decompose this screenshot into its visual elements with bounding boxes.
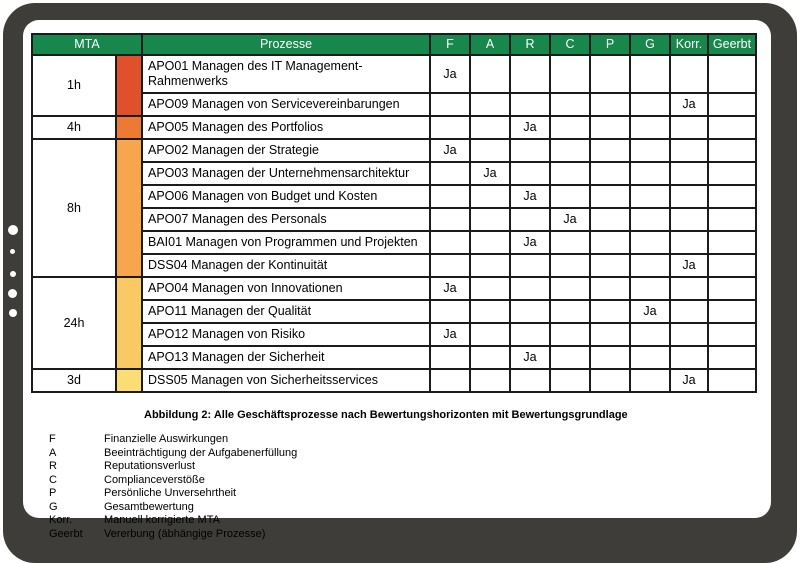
rating-cell-g bbox=[630, 346, 670, 369]
rating-cell-p bbox=[590, 55, 630, 93]
rating-cell-g bbox=[630, 162, 670, 185]
process-name-cell: APO04 Managen von Innovationen bbox=[142, 277, 430, 300]
rating-cell-f bbox=[430, 254, 470, 277]
rating-cell-a bbox=[470, 300, 510, 323]
bezel-dot bbox=[9, 309, 17, 317]
table-row bbox=[32, 116, 756, 139]
rating-cell-geerbt bbox=[708, 254, 756, 277]
process-name-cell: APO05 Managen des Portfolios bbox=[142, 116, 430, 139]
bezel-dot bbox=[8, 289, 17, 298]
rating-cell-f bbox=[430, 162, 470, 185]
rating-cell-p bbox=[590, 323, 630, 346]
legend-item bbox=[49, 460, 771, 474]
mta-label: 1h bbox=[32, 55, 116, 116]
rating-cell-r bbox=[510, 93, 550, 116]
process-name-cell: DSS04 Managen der Kontinuität bbox=[142, 254, 430, 277]
rating-cell-r: Ja bbox=[510, 116, 550, 139]
table-row bbox=[32, 277, 756, 300]
legend-item bbox=[49, 501, 771, 515]
rating-cell-c bbox=[550, 369, 590, 392]
rating-cell-p bbox=[590, 208, 630, 231]
rating-cell-r bbox=[510, 300, 550, 323]
process-name-cell: APO03 Managen der Unternehmensarchitektur bbox=[142, 162, 430, 185]
rating-cell-g bbox=[630, 231, 670, 254]
rating-cell-c bbox=[550, 55, 590, 93]
rating-cell-korr: Ja bbox=[670, 369, 708, 392]
mta-label: 8h bbox=[32, 139, 116, 277]
rating-cell-f bbox=[430, 231, 470, 254]
column-header-prozesse: Prozesse bbox=[142, 34, 430, 55]
rating-cell-a bbox=[470, 346, 510, 369]
rating-cell-g bbox=[630, 139, 670, 162]
table-row bbox=[32, 55, 756, 93]
rating-cell-g bbox=[630, 323, 670, 346]
legend-abbr: A bbox=[49, 446, 57, 459]
legend-label: Vererbung (äbhängige Prozesse) bbox=[104, 527, 266, 540]
rating-cell-geerbt bbox=[708, 185, 756, 208]
rating-cell-f: Ja bbox=[430, 323, 470, 346]
rating-cell-g bbox=[630, 93, 670, 116]
process-name-cell: APO07 Managen des Personals bbox=[142, 208, 430, 231]
column-header-korr: Korr. bbox=[670, 34, 708, 55]
rating-cell-p bbox=[590, 277, 630, 300]
rating-cell-r: Ja bbox=[510, 346, 550, 369]
mta-label: 3d bbox=[32, 369, 116, 392]
process-table-body bbox=[32, 55, 756, 392]
rating-cell-g: Ja bbox=[630, 300, 670, 323]
legend-item bbox=[49, 433, 771, 447]
rating-cell-geerbt bbox=[708, 162, 756, 185]
legend-label: Finanzielle Auswirkungen bbox=[104, 433, 229, 445]
rating-cell-c bbox=[550, 323, 590, 346]
rating-cell-c bbox=[550, 231, 590, 254]
column-header-mta: MTA bbox=[32, 34, 142, 55]
rating-cell-f bbox=[430, 116, 470, 139]
rating-cell-r: Ja bbox=[510, 231, 550, 254]
rating-cell-a bbox=[470, 185, 510, 208]
rating-cell-g bbox=[630, 55, 670, 93]
bezel-dot bbox=[8, 225, 18, 235]
rating-cell-geerbt bbox=[708, 231, 756, 254]
mta-color-swatch bbox=[116, 116, 142, 139]
rating-cell-c bbox=[550, 300, 590, 323]
rating-cell-korr: Ja bbox=[670, 93, 708, 116]
legend-label: Beeinträchtigung der Aufgabenerfüllung bbox=[104, 446, 298, 459]
legend-abbr: F bbox=[49, 433, 56, 445]
mta-color-swatch bbox=[116, 55, 142, 116]
rating-cell-p bbox=[590, 300, 630, 323]
bezel-dot bbox=[10, 271, 16, 277]
legend-item bbox=[49, 487, 771, 501]
rating-cell-f: Ja bbox=[430, 139, 470, 162]
rating-cell-f: Ja bbox=[430, 55, 470, 93]
rating-cell-p bbox=[590, 93, 630, 116]
column-header-a: A bbox=[470, 34, 510, 55]
rating-cell-korr bbox=[670, 55, 708, 93]
rating-cell-c bbox=[550, 346, 590, 369]
rating-cell-a bbox=[470, 323, 510, 346]
rating-cell-p bbox=[590, 185, 630, 208]
rating-cell-p bbox=[590, 369, 630, 392]
legend-abbr: Geerbt bbox=[49, 527, 83, 540]
column-header-c: C bbox=[550, 34, 590, 55]
process-name-cell: APO01 Managen des IT Management-Rahmenwerks bbox=[142, 55, 430, 93]
rating-cell-r bbox=[510, 323, 550, 346]
mta-color-swatch bbox=[116, 139, 142, 277]
rating-cell-korr bbox=[670, 231, 708, 254]
rating-cell-geerbt bbox=[708, 346, 756, 369]
column-header-geerbt: Geerbt bbox=[708, 34, 756, 55]
process-name-cell: BAI01 Managen von Programmen und Projekten bbox=[142, 231, 430, 254]
legend-label: Persönliche Unversehrtheit bbox=[104, 487, 237, 499]
rating-cell-geerbt bbox=[708, 139, 756, 162]
rating-cell-c bbox=[550, 162, 590, 185]
rating-cell-g bbox=[630, 369, 670, 392]
rating-cell-geerbt bbox=[708, 323, 756, 346]
rating-cell-korr bbox=[670, 185, 708, 208]
legend-label: Reputationsverlust bbox=[104, 460, 196, 472]
legend-item bbox=[49, 528, 771, 542]
rating-cell-geerbt bbox=[708, 300, 756, 323]
rating-cell-geerbt bbox=[708, 369, 756, 392]
column-header-g: G bbox=[630, 34, 670, 55]
rating-cell-a bbox=[470, 116, 510, 139]
rating-cell-c bbox=[550, 93, 590, 116]
rating-cell-r bbox=[510, 162, 550, 185]
process-table bbox=[31, 33, 757, 393]
rating-cell-f: Ja bbox=[430, 277, 470, 300]
rating-cell-r bbox=[510, 369, 550, 392]
rating-cell-g bbox=[630, 254, 670, 277]
legend-item bbox=[49, 514, 771, 528]
rating-cell-g bbox=[630, 116, 670, 139]
rating-cell-p bbox=[590, 116, 630, 139]
rating-cell-a bbox=[470, 93, 510, 116]
rating-cell-korr bbox=[670, 323, 708, 346]
rating-cell-a bbox=[470, 231, 510, 254]
rating-cell-korr bbox=[670, 277, 708, 300]
rating-cell-c bbox=[550, 277, 590, 300]
rating-cell-r bbox=[510, 208, 550, 231]
rating-cell-geerbt bbox=[708, 208, 756, 231]
legend-abbr: Korr. bbox=[49, 514, 73, 526]
column-header-r: R bbox=[510, 34, 550, 55]
rating-cell-r bbox=[510, 277, 550, 300]
mta-color-swatch bbox=[116, 369, 142, 392]
rating-cell-korr: Ja bbox=[670, 254, 708, 277]
mta-label: 24h bbox=[32, 277, 116, 369]
process-name-cell: APO12 Managen von Risiko bbox=[142, 323, 430, 346]
process-name-cell: APO11 Managen der Qualität bbox=[142, 300, 430, 323]
column-header-f: F bbox=[430, 34, 470, 55]
rating-cell-f bbox=[430, 369, 470, 392]
legend-item bbox=[49, 447, 771, 461]
process-name-cell: APO06 Managen von Budget und Kosten bbox=[142, 185, 430, 208]
rating-cell-korr bbox=[670, 300, 708, 323]
rating-cell-g bbox=[630, 208, 670, 231]
rating-cell-korr bbox=[670, 162, 708, 185]
rating-cell-r bbox=[510, 254, 550, 277]
rating-cell-a bbox=[470, 55, 510, 93]
process-name-cell: APO09 Managen von Servicevereinbarungen bbox=[142, 93, 430, 116]
rating-cell-a: Ja bbox=[470, 162, 510, 185]
rating-cell-p bbox=[590, 254, 630, 277]
table-row bbox=[32, 139, 756, 162]
rating-cell-geerbt bbox=[708, 116, 756, 139]
legend-abbr: C bbox=[49, 473, 57, 486]
rating-cell-korr bbox=[670, 116, 708, 139]
rating-cell-korr bbox=[670, 346, 708, 369]
table-header-row bbox=[32, 34, 756, 55]
bezel-dot bbox=[10, 249, 15, 254]
rating-cell-p bbox=[590, 162, 630, 185]
legend-abbr: G bbox=[49, 500, 58, 513]
rating-cell-korr bbox=[670, 208, 708, 231]
rating-cell-geerbt bbox=[708, 55, 756, 93]
column-header-p: P bbox=[590, 34, 630, 55]
mta-color-swatch bbox=[116, 277, 142, 369]
rating-cell-r bbox=[510, 55, 550, 93]
rating-cell-f bbox=[430, 93, 470, 116]
rating-cell-geerbt bbox=[708, 277, 756, 300]
legend-label: Complianceverstöße bbox=[104, 473, 205, 486]
rating-cell-korr bbox=[670, 139, 708, 162]
rating-cell-c: Ja bbox=[550, 208, 590, 231]
process-name-cell: APO13 Managen der Sicherheit bbox=[142, 346, 430, 369]
rating-cell-r: Ja bbox=[510, 185, 550, 208]
rating-cell-f bbox=[430, 185, 470, 208]
rating-cell-f bbox=[430, 346, 470, 369]
table-row bbox=[32, 369, 756, 392]
rating-cell-c bbox=[550, 185, 590, 208]
rating-cell-a bbox=[470, 208, 510, 231]
rating-cell-p bbox=[590, 139, 630, 162]
legend bbox=[49, 433, 771, 541]
legend-label: Gesamtbewertung bbox=[104, 500, 194, 513]
legend-abbr: P bbox=[49, 487, 57, 499]
rating-cell-g bbox=[630, 277, 670, 300]
rating-cell-f bbox=[430, 208, 470, 231]
rating-cell-a bbox=[470, 369, 510, 392]
process-name-cell: DSS05 Managen von Sicherheitsservices bbox=[142, 369, 430, 392]
legend-label: Manuell korrigierte MTA bbox=[104, 514, 220, 526]
page bbox=[23, 20, 771, 540]
mta-label: 4h bbox=[32, 116, 116, 139]
rating-cell-a bbox=[470, 139, 510, 162]
rating-cell-p bbox=[590, 231, 630, 254]
legend-item bbox=[49, 474, 771, 488]
rating-cell-c bbox=[550, 254, 590, 277]
rating-cell-f bbox=[430, 300, 470, 323]
figure-caption: Abbildung 2: Alle Geschäftsprozesse nach Bewertungshorizonten mit Bewertungsgrundlage bbox=[144, 409, 628, 421]
process-name-cell: APO02 Managen der Strategie bbox=[142, 139, 430, 162]
legend-abbr: R bbox=[49, 460, 57, 472]
rating-cell-g bbox=[630, 185, 670, 208]
rating-cell-a bbox=[470, 277, 510, 300]
rating-cell-p bbox=[590, 346, 630, 369]
rating-cell-r bbox=[510, 139, 550, 162]
rating-cell-geerbt bbox=[708, 93, 756, 116]
rating-cell-c bbox=[550, 116, 590, 139]
rating-cell-c bbox=[550, 139, 590, 162]
rating-cell-a bbox=[470, 254, 510, 277]
